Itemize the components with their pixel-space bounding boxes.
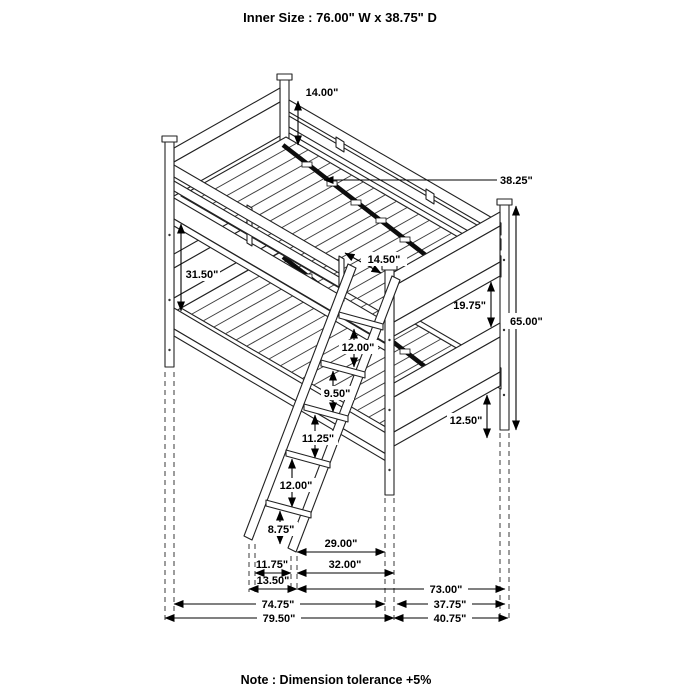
- dim-label-inner-length: 74.75": [261, 599, 295, 611]
- dim-label-ladder-depth: 13.50": [256, 575, 290, 587]
- dim-inner-length: [174, 597, 385, 611]
- dim-inner-depth: [397, 597, 505, 611]
- dim-rear-length: [297, 582, 505, 596]
- dim-overall-depth: [394, 611, 508, 625]
- dim-label-ladder-reach: 32.00": [328, 559, 362, 571]
- dim-label-ladder-width: 11.75": [255, 559, 289, 571]
- dim-label-rung-gap-top: 12.00": [341, 342, 375, 354]
- dim-label-overall-depth: 40.75": [433, 613, 467, 625]
- page-title: Inner Size : 76.00" W x 38.75" D: [243, 10, 437, 25]
- dim-label-headboard-height: 14.00": [305, 87, 339, 99]
- dim-label-foot-clearance: 12.50": [449, 415, 483, 427]
- dim-label-overall-height: 65.00": [510, 316, 543, 328]
- dim-label-overall-length: 79.50": [262, 613, 296, 625]
- dim-label-rung-gap-2: 12.00": [279, 480, 313, 492]
- dim-overall-height: [506, 206, 556, 430]
- dim-label-inner-depth: 37.75": [433, 599, 467, 611]
- dim-label-bunk-clearance: 31.50": [185, 269, 219, 281]
- dim-ladder-depth: [249, 575, 297, 589]
- tolerance-note: Note : Dimension tolerance +5%: [240, 673, 432, 687]
- dim-label-rung-gap-bottom: 8.75": [267, 524, 295, 536]
- dim-label-slat-span: 38.25": [500, 175, 533, 187]
- dim-label-rung-gap-3: 11.25": [301, 433, 335, 445]
- dim-label-rear-length: 73.00": [429, 584, 463, 596]
- dim-ladder-to-foot: [297, 538, 385, 552]
- dim-label-ladder-to-foot: 29.00": [324, 538, 358, 550]
- dim-ladder-width: [255, 559, 291, 573]
- dim-ladder-reach: [297, 559, 394, 573]
- dim-label-rung-gap-4: 9.50": [323, 388, 351, 400]
- dim-label-ladder-opening: 14.50": [367, 254, 401, 266]
- dim-label-foot-panel-gap: 19.75": [453, 300, 486, 312]
- dim-overall-length: [165, 611, 394, 625]
